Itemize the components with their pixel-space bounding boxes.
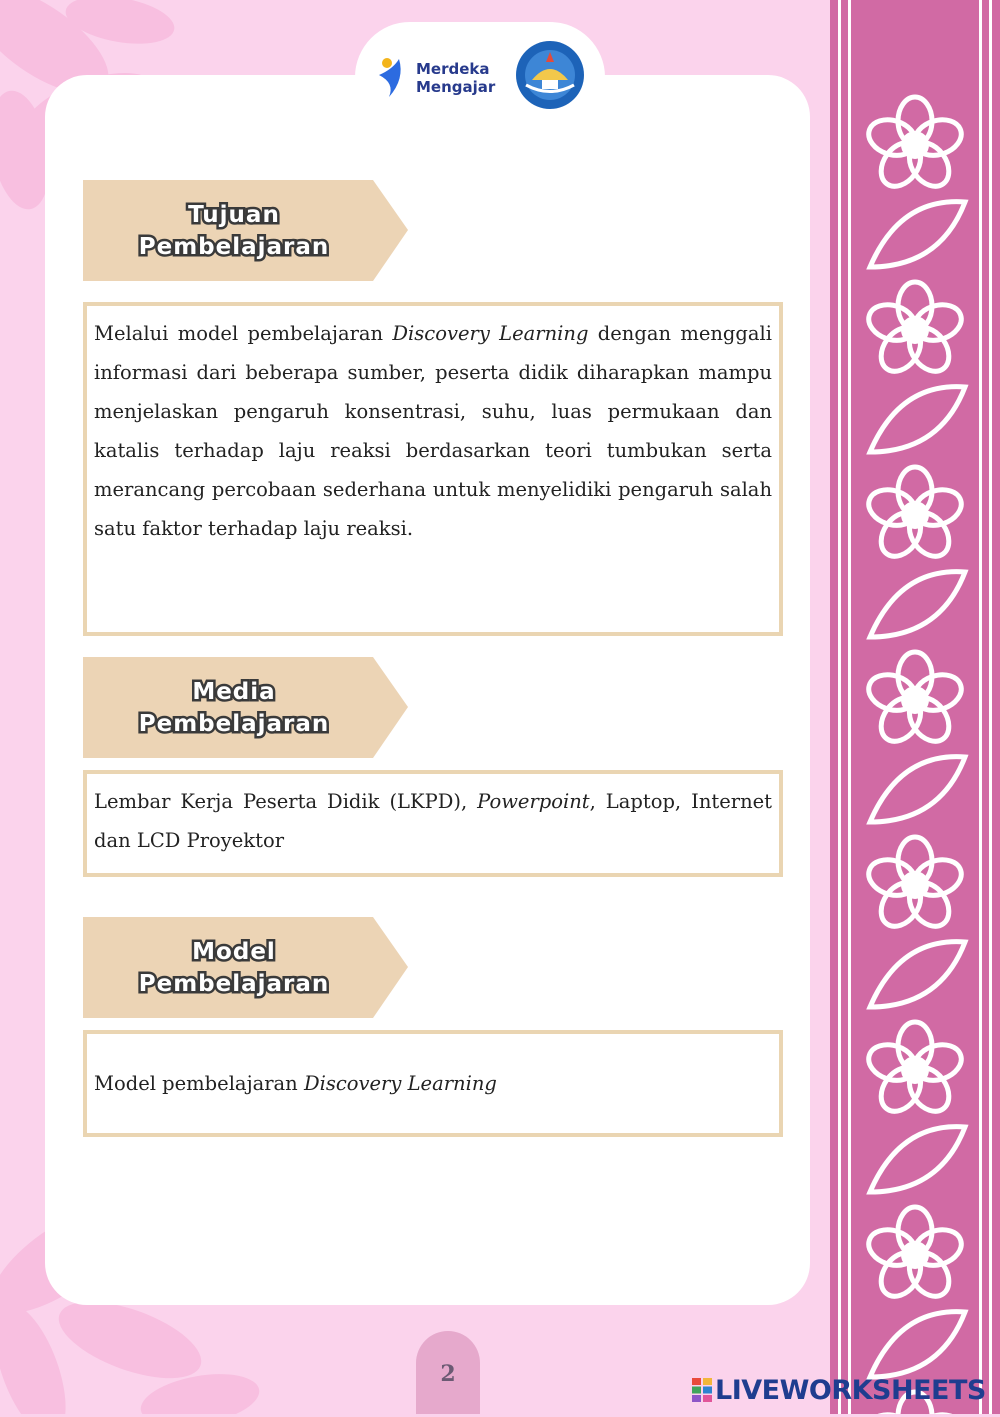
section-banner-media — [83, 657, 408, 758]
section-banner-tujuan — [83, 180, 408, 281]
floral-border-strip — [830, 0, 1000, 1414]
section-title: Tujuan Pembelajaran — [138, 201, 330, 260]
section-body-model: Model pembelajaran Discovery Learning — [83, 1030, 783, 1137]
liveworksheets-logo-icon — [692, 1378, 712, 1402]
page-number: 2 — [416, 1331, 480, 1414]
section-body-tujuan: Melalui model pembelajaran Discovery Learning dengan menggali informasi dari beberapa sumber, peserta didik diharapkan mampu menjelaskan pengaruh konsentrasi, suhu, luas permukaan dan katalis terhadap laju reaksi berdasarkan teori tumbukan serta merancang percobaan sederhana untuk menyelidiki pengaruh salah satu faktor terhadap laju reaksi. — [83, 302, 783, 636]
merdeka-mengajar-logo-text: Merdeka Mengajar — [416, 60, 496, 96]
section-title: Model Pembelajaran — [138, 938, 330, 997]
liveworksheets-watermark: LIVEWORKSHEETS — [692, 1373, 986, 1407]
section-banner-model — [83, 917, 408, 1018]
tut-wuri-handayani-emblem-icon — [512, 40, 588, 110]
section-body-media: Lembar Kerja Peserta Didik (LKPD), Powerpoint, Laptop, Internet dan LCD Proyektor — [83, 770, 783, 877]
section-title: Media Pembelajaran — [138, 678, 330, 737]
